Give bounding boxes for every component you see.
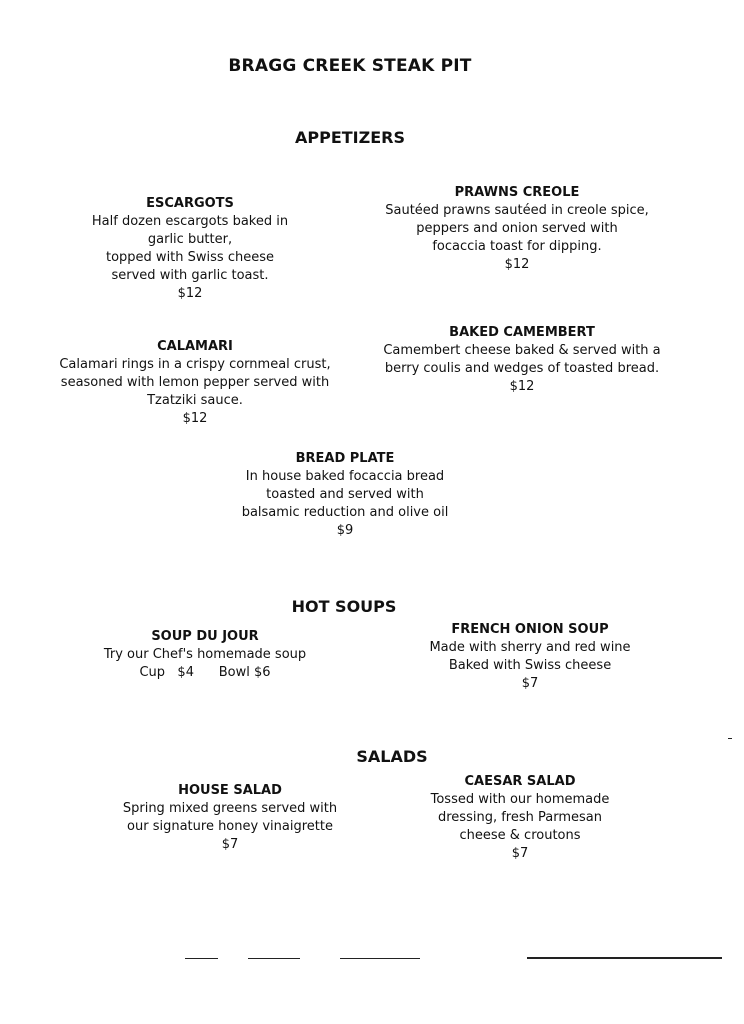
menu-item-bread-plate <box>225 450 465 540</box>
item-desc-line: Camembert cheese baked & served with a <box>383 343 661 358</box>
item-desc-line: toasted and served with <box>266 487 424 502</box>
divider-line <box>527 957 722 959</box>
item-price: $7 <box>511 846 529 861</box>
menu-item-house-salad <box>110 782 350 854</box>
item-desc-line: cheese & croutons <box>459 828 581 843</box>
item-price: $7 <box>521 676 539 691</box>
item-name: ESCARGOTS <box>146 196 234 211</box>
item-desc-line: garlic butter, <box>147 232 233 247</box>
item-price: $12 <box>504 257 530 272</box>
item-price: $12 <box>509 379 535 394</box>
item-desc-line: Baked with Swiss cheese <box>448 658 612 673</box>
item-desc-line: Try our Chef's homemade soup <box>103 647 307 662</box>
item-desc-line: focaccia toast for dipping. <box>432 239 602 254</box>
menu-item-french-onion-soup <box>415 621 645 693</box>
item-desc-line: served with garlic toast. <box>111 268 269 283</box>
item-desc-line: seasoned with lemon pepper served with <box>60 375 330 390</box>
item-desc-line: our signature honey vinaigrette <box>127 819 333 834</box>
divider-line <box>248 958 300 959</box>
item-desc-line: topped with Swiss cheese <box>106 250 274 265</box>
item-desc-line: Cup $4 Bowl $6 <box>139 665 271 680</box>
item-desc-line: berry coulis and wedges of toasted bread. <box>384 361 660 376</box>
item-name: CALAMARI <box>157 339 233 354</box>
item-name: FRENCH ONION SOUP <box>451 622 609 637</box>
menu-item-baked-camembert <box>372 324 672 396</box>
menu-item-soup-du-jour <box>90 628 320 682</box>
section-title-salads: SALADS <box>356 747 428 766</box>
item-desc-line: In house baked focaccia bread <box>245 469 445 484</box>
item-desc-line: peppers and onion served with <box>416 221 618 236</box>
menu-item-escargots <box>70 195 310 303</box>
menu-item-caesar-salad <box>420 773 620 863</box>
item-name: HOUSE SALAD <box>178 783 282 798</box>
item-price: $12 <box>182 411 208 426</box>
item-desc-line: balsamic reduction and olive oil <box>241 505 449 520</box>
menu-item-calamari <box>50 338 340 428</box>
item-desc-line: Half dozen escargots baked in <box>91 214 289 229</box>
item-desc-line: Made with sherry and red wine <box>429 640 631 655</box>
menu-item-prawns-creole <box>372 184 662 274</box>
item-desc-line: Spring mixed greens served with <box>122 801 338 816</box>
item-desc-line: Calamari rings in a crispy cornmeal crust, <box>59 357 331 372</box>
item-desc-line: Sautéed prawns sautéed in creole spice, <box>385 203 649 218</box>
restaurant-title: BRAGG CREEK STEAK PIT <box>228 56 472 76</box>
divider-line <box>185 958 218 959</box>
item-desc-line: dressing, fresh Parmesan <box>438 810 602 825</box>
item-desc-line: Tzatziki sauce. <box>147 393 243 408</box>
section-title-hot-soups: HOT SOUPS <box>291 597 397 616</box>
item-price: $9 <box>336 523 354 538</box>
divider-line <box>340 958 420 959</box>
item-name: PRAWNS CREOLE <box>454 185 580 200</box>
item-name: BREAD PLATE <box>295 451 395 466</box>
item-name: BAKED CAMEMBERT <box>449 325 595 340</box>
scan-mark <box>728 738 732 739</box>
item-price: $12 <box>177 286 203 301</box>
item-name: CAESAR SALAD <box>464 774 576 789</box>
section-title-appetizers: APPETIZERS <box>294 128 405 147</box>
item-name: SOUP DU JOUR <box>151 629 259 644</box>
item-price: $7 <box>221 837 239 852</box>
item-desc-line: Tossed with our homemade <box>430 792 610 807</box>
